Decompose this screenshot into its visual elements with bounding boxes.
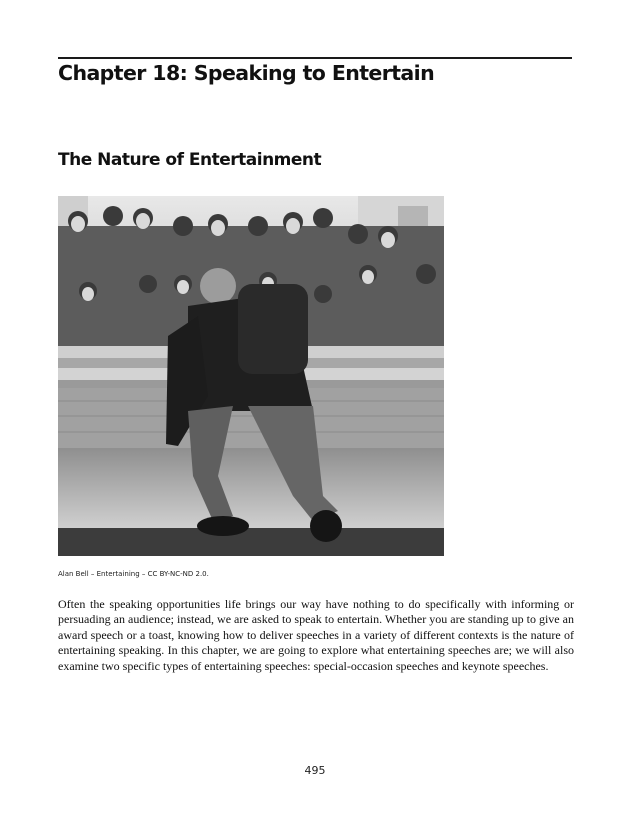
page-number: 495 [304, 764, 326, 777]
header-rule [58, 57, 572, 59]
figure-caption: Alan Bell – Entertaining – CC BY-NC-ND 2.0. [58, 570, 209, 578]
chapter-title: Chapter 18: Speaking to Entertain [58, 61, 435, 85]
entertaining-photo [58, 196, 444, 556]
section-title: The Nature of Entertainment [58, 150, 322, 170]
body-paragraph: Often the speaking opportunities life brings our way have nothing to do specifically with informing or persuading an audience; instead, we are asked to speak to entertain. Whether you are standing up to give an award speech or a toast, knowing how to deliver speeches in a variety of different contexts is the nature of entertaining speaking. In this chapter, we are going to explore what entertaining speeches are; we will also examine two specific types of entertaining speeches: special-occasion speeches and keynote speeches. [58, 597, 574, 673]
